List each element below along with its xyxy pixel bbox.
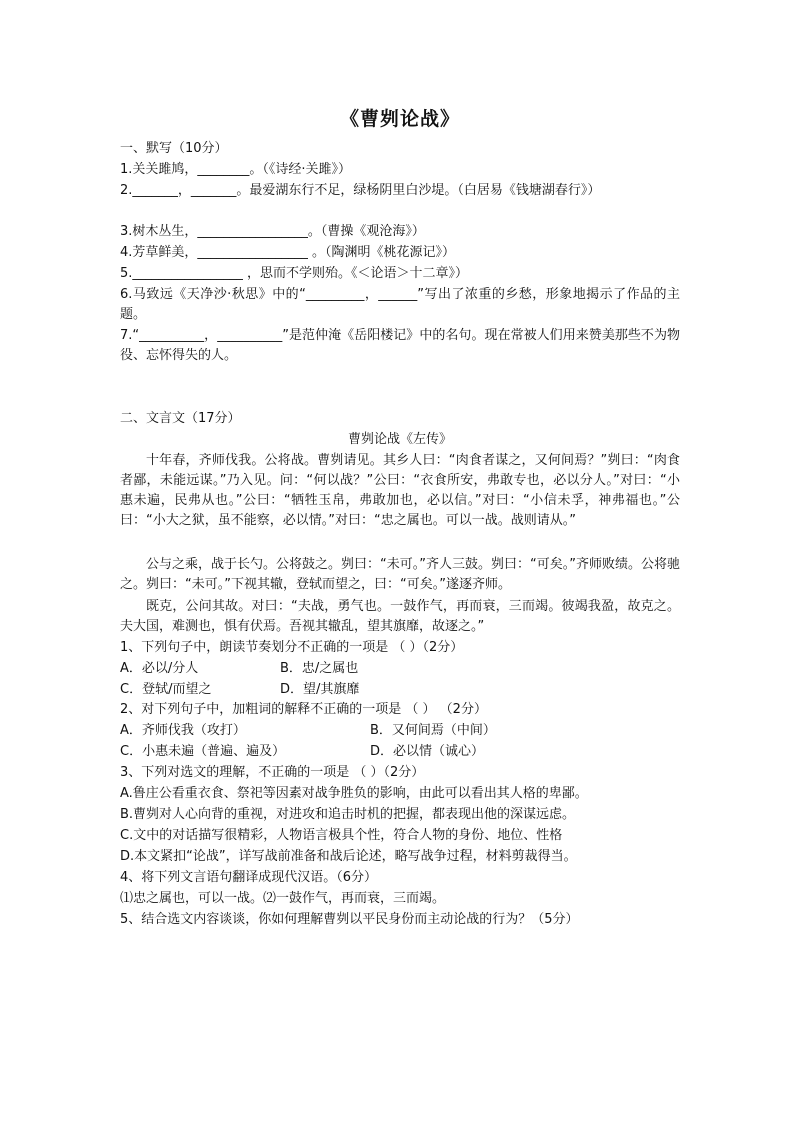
option-a: A．必以/分人 — [120, 661, 199, 676]
passage-title: 曹刿论战《左传》 — [347, 432, 452, 447]
option-a: A．齐师伐我（攻打） — [120, 723, 246, 738]
question-2-options-row — [120, 742, 680, 762]
question-1: 1、下列句子中，朗读节奏划分不正确的一项是 （ ）（2分） — [120, 640, 464, 655]
passage-paragraph: 公与之乘，战于长勺。公将鼓之。刿曰：“未可。”齐人三鼓。刿曰：“可矣。”齐师败绩。公将驰之。刿曰：“未可。”下视其辙，登轼而望之，曰：“可矣。”遂逐齐师。 — [120, 557, 680, 592]
dictation-item-6: 6.马致远《天净沙·秋思》中的“_________，______”写出了浓重的乡愁，形象地揭示了作品的主题。 — [120, 287, 680, 322]
section1-heading: 一、默写（10分） — [120, 141, 228, 156]
page-title: 《曹刿论战》 — [339, 108, 460, 130]
dictation-item-7: 7.“__________，__________”是范仲淹《岳阳楼记》中的名句。现在常被人们用来赞美那些不为物役、忘怀得失的人。 — [120, 328, 680, 363]
option-c: C．登轼/而望之 — [120, 682, 212, 697]
question-3-option-c: C.文中的对话描写很精彩，人物语言极具个性，符合人物的身份、地位、性格 — [120, 828, 563, 843]
section2-heading: 二、文言文（17分） — [120, 411, 241, 426]
question-1-options-row — [120, 680, 680, 700]
passage-paragraph: 十年春，齐师伐我。公将战。曹刿请见。其乡人曰：“肉食者谋之，又何间焉？”刿曰：“肉食者鄙，未能远谋。”乃入见。问：“何以战？”公曰：“衣食所安，弗敢专也，必以分人。”对曰：“小惠未遍，民弗从也。”公曰：“牺牲玉帛，弗敢加也，必以信。”对曰：“小信未孚，神弗福也。”公曰：“小大之狱，虽不能察，必以情。”对曰：“忠之属也。可以一战。战则请从。” — [120, 453, 680, 528]
question-1-options-row — [120, 659, 680, 679]
question-3-option-a: A.鲁庄公看重衣食、祭祀等因素对战争胜负的影响，由此可以看出其人格的卑鄙。 — [120, 786, 588, 801]
question-3-option-b: B.曹刿对人心向背的重视，对进攻和追击时机的把握，都表现出他的深谋远虑。 — [120, 807, 576, 822]
option-d: D．必以情（诚心） — [370, 744, 485, 759]
option-b: B．又何间焉（中间） — [370, 723, 496, 738]
dictation-item-3: 3.树木丛生，_________________。（曹操《观沧海》） — [120, 224, 425, 239]
dictation-item-4: 4.芳草鲜美，_________________ 。（陶渊明《桃花源记》） — [120, 245, 456, 260]
question-2-options-row — [120, 721, 680, 741]
option-b: B．忠/之属也 — [280, 661, 359, 676]
dictation-item-5: 5._________________ ，思而不学则殆。《＜论语＞十二章》） — [120, 266, 469, 281]
question-4-items: ⑴忠之属也，可以一战。⑵一鼓作气，再而衰，三而竭。 — [120, 891, 446, 906]
passage-paragraph: 既克，公问其故。对曰：“夫战，勇气也。一鼓作气，再而衰，三而竭。彼竭我盈，故克之。夫大国，难测也，惧有伏焉。吾视其辙乱，望其旗靡，故逐之。” — [120, 599, 680, 634]
question-2: 2、对下列句子中，加粗词的解释不正确的一项是 （ ） （2分） — [120, 702, 487, 717]
option-c: C．小惠未遍（普遍、遍及） — [120, 744, 286, 759]
question-3-option-d: D.本文紧扣“论战”，详写战前准备和战后论述，略写战争过程，材料剪裁得当。 — [120, 849, 577, 864]
question-3: 3、下列对选文的理解，不正确的一项是 （ ）（2分） — [120, 765, 425, 780]
dictation-item-1: 1.关关雎鸠，________。（《诗经·关雎》） — [120, 162, 352, 177]
option-d: D．望/其旗靡 — [280, 682, 360, 697]
question-4: 4、将下列文言语句翻译成现代汉语。（6分） — [120, 870, 378, 885]
question-5: 5、结合选文内容谈谈，你如何理解曹刿以平民身份而主动论战的行为？（5分） — [120, 912, 579, 927]
dictation-item-2: 2._______，_______。最爱湖东行不足，绿杨阴里白沙堤。（白居易《钱塘湖春行》） — [120, 183, 601, 198]
